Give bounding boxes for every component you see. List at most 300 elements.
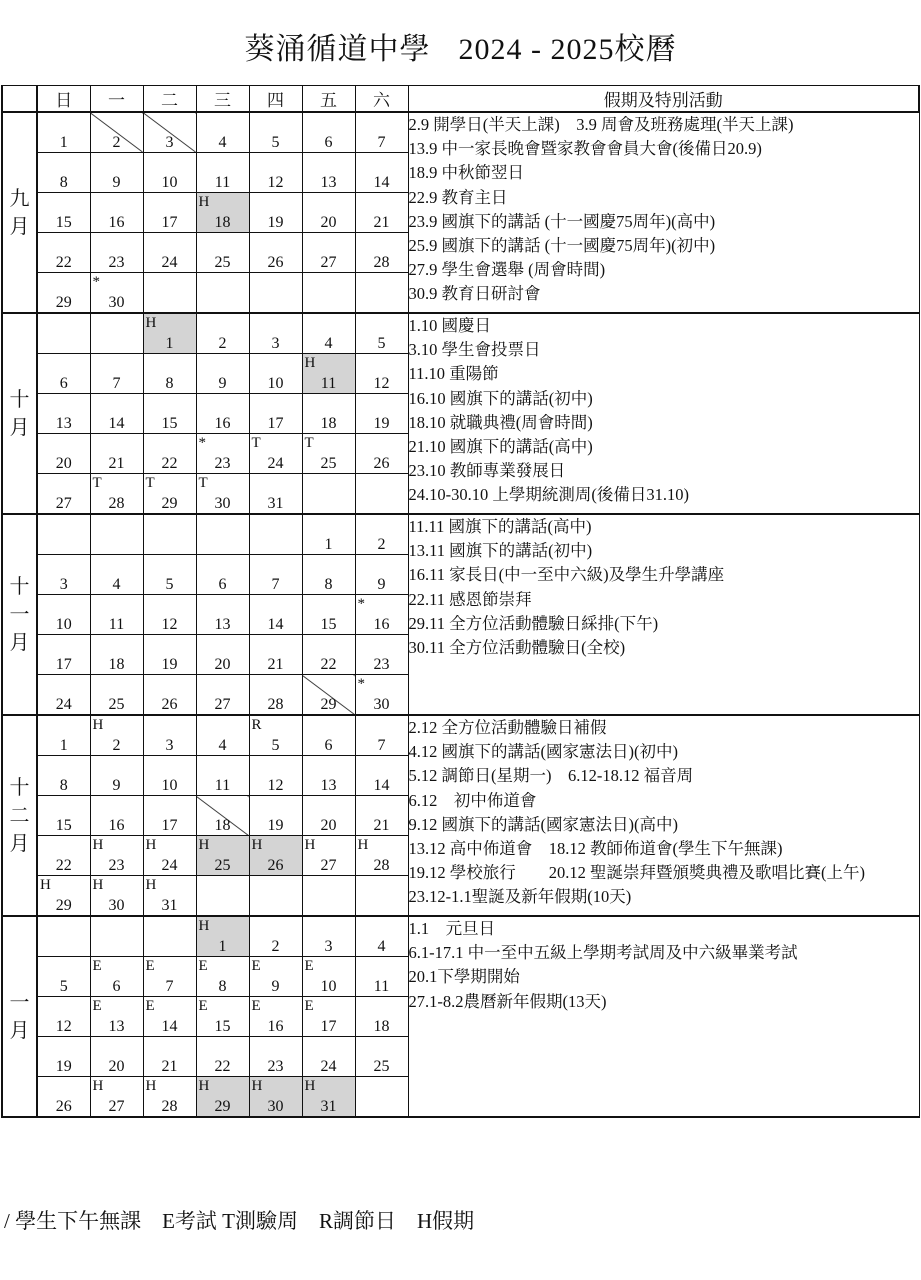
day-cell	[302, 313, 355, 354]
day-number: 18	[214, 214, 231, 231]
day-marker: H	[357, 837, 369, 853]
day-number: 20	[55, 455, 72, 472]
day-cell	[37, 1077, 90, 1118]
day-number: 10	[320, 978, 337, 995]
event-item: 27.9 學生會選舉 (周會時間)	[408, 260, 606, 280]
day-marker: H	[304, 837, 316, 853]
day-number: 1	[59, 737, 68, 754]
day-cell	[355, 354, 408, 394]
day-cell	[37, 233, 90, 273]
event-item: 11.10 重陽節	[408, 364, 499, 384]
day-cell	[355, 394, 408, 434]
day-number: 9	[112, 777, 121, 794]
day-marker: E	[145, 958, 155, 974]
day-number: 8	[59, 174, 68, 191]
empty-day-cell	[196, 273, 249, 314]
day-cell	[143, 313, 196, 354]
event-item: 3.10 學生會投票日	[408, 340, 541, 360]
day-marker: H	[40, 877, 51, 893]
week-row	[2, 313, 919, 354]
day-cell	[37, 836, 90, 876]
day-number: 20	[214, 656, 231, 673]
day-cell	[143, 153, 196, 193]
day-cell	[37, 1037, 90, 1077]
day-number: 22	[214, 1058, 231, 1075]
day-number: 31	[267, 495, 284, 512]
day-cell	[355, 675, 408, 716]
day-number: 24	[161, 254, 178, 271]
day-number: 2	[112, 134, 121, 151]
day-number: 10	[55, 616, 72, 633]
day-cell	[90, 193, 143, 233]
day-number: 1	[218, 938, 227, 955]
day-cell	[90, 1037, 143, 1077]
day-number: 11	[214, 777, 231, 794]
day-number: 21	[373, 214, 390, 231]
day-number: 26	[267, 857, 284, 874]
day-number: 14	[161, 1018, 178, 1035]
day-cell	[302, 112, 355, 153]
day-number: 15	[214, 1018, 231, 1035]
empty-day-cell	[355, 1077, 408, 1118]
day-cell	[196, 153, 249, 193]
day-cell	[196, 112, 249, 153]
day-cell	[90, 434, 143, 474]
day-cell	[355, 112, 408, 153]
day-number: 7	[377, 134, 386, 151]
day-number: 8	[165, 375, 174, 392]
day-number: 30	[214, 495, 231, 512]
month-name: 九 月	[9, 187, 30, 238]
day-number: 10	[161, 174, 178, 191]
event-item: 13.12 高中佈道會 18.12 教師佈道會(學生下午無課)	[408, 839, 783, 859]
day-marker: *	[92, 274, 100, 290]
day-cell	[90, 354, 143, 394]
day-marker: H	[304, 355, 316, 371]
empty-day-cell	[249, 514, 302, 555]
month-label	[2, 313, 37, 514]
day-cell	[302, 1037, 355, 1077]
empty-day-cell	[302, 273, 355, 314]
day-number: 4	[218, 737, 227, 754]
day-marker: E	[145, 998, 155, 1014]
day-number: 6	[324, 737, 333, 754]
day-number: 3	[324, 938, 333, 955]
day-cell	[249, 796, 302, 836]
day-cell	[355, 635, 408, 675]
day-marker: E	[304, 998, 314, 1014]
day-number: 6	[324, 134, 333, 151]
day-cell	[249, 474, 302, 515]
day-cell	[37, 796, 90, 836]
event-item: 16.11 家長日(中一至中六級)及學生升學講座	[408, 565, 725, 585]
day-number: 11	[214, 174, 231, 191]
day-cell	[90, 756, 143, 796]
day-number: 25	[108, 696, 125, 713]
day-number: 20	[320, 817, 337, 834]
day-number: 25	[373, 1058, 390, 1075]
day-cell	[90, 555, 143, 595]
day-cell	[302, 1077, 355, 1118]
day-number: 5	[271, 134, 280, 151]
day-number: 21	[373, 817, 390, 834]
day-cell	[143, 354, 196, 394]
day-number: 15	[55, 214, 72, 231]
day-cell	[302, 354, 355, 394]
day-cell	[143, 756, 196, 796]
day-marker: *	[357, 676, 365, 692]
event-item: 25.9 國旗下的講話 (十一國慶75周年)(初中)	[408, 236, 716, 256]
day-marker: T	[198, 475, 208, 491]
day-number: 26	[267, 254, 284, 271]
day-number: 11	[108, 616, 125, 633]
day-number: 4	[324, 335, 333, 352]
day-number: 12	[161, 616, 178, 633]
day-number: 25	[214, 254, 231, 271]
day-number: 12	[373, 375, 390, 392]
weekday-header: 日	[37, 86, 90, 113]
weekday-header: 三	[196, 86, 249, 113]
empty-day-cell	[90, 313, 143, 354]
day-cell	[37, 273, 90, 314]
month-name: 十 二 月	[9, 776, 30, 855]
day-number: 23	[373, 656, 390, 673]
empty-day-cell	[37, 916, 90, 957]
day-number: 5	[271, 737, 280, 754]
day-cell	[90, 675, 143, 716]
day-number: 24	[267, 455, 284, 472]
day-cell	[196, 715, 249, 756]
week-row	[2, 916, 919, 957]
day-marker: E	[251, 998, 261, 1014]
day-number: 3	[271, 335, 280, 352]
day-marker: E	[198, 998, 208, 1014]
event-item: 18.10 就職典禮(周會時間)	[408, 412, 593, 432]
day-marker: T	[92, 475, 102, 491]
day-number: 28	[108, 495, 125, 512]
day-number: 6	[59, 375, 68, 392]
day-marker: T	[145, 475, 155, 491]
day-cell	[37, 153, 90, 193]
day-cell	[196, 916, 249, 957]
day-number: 29	[161, 495, 178, 512]
day-cell	[196, 555, 249, 595]
empty-day-cell	[302, 474, 355, 515]
day-number: 17	[161, 214, 178, 231]
day-cell	[196, 474, 249, 515]
day-cell	[249, 1037, 302, 1077]
day-cell	[196, 675, 249, 716]
day-number: 18	[108, 656, 125, 673]
event-item: 24.10-30.10 上學期統測周(後備日31.10)	[408, 485, 689, 505]
event-item: 4.12 國旗下的講話(國家憲法日)(初中)	[408, 742, 678, 762]
day-number: 2	[112, 737, 121, 754]
day-number: 17	[267, 415, 284, 432]
event-item: 27.1-8.2農曆新年假期(13天)	[408, 991, 607, 1011]
day-number: 2	[377, 536, 386, 553]
day-cell	[143, 394, 196, 434]
event-item: 5.12 調節日(星期一) 6.12-18.12 福音周	[408, 766, 694, 786]
event-item: 29.11 全方位活動體驗日綵排(下午)	[408, 613, 659, 633]
day-number: 4	[218, 134, 227, 151]
day-number: 23	[214, 455, 231, 472]
day-cell	[355, 595, 408, 635]
empty-day-cell	[37, 514, 90, 555]
day-number: 9	[112, 174, 121, 191]
empty-day-cell	[302, 876, 355, 917]
day-number: 2	[218, 335, 227, 352]
day-cell	[143, 1037, 196, 1077]
day-cell	[249, 595, 302, 635]
day-cell	[37, 112, 90, 153]
day-marker: H	[145, 837, 157, 853]
day-number: 26	[373, 455, 390, 472]
day-number: 13	[55, 415, 72, 432]
day-number: 21	[267, 656, 284, 673]
day-cell	[143, 112, 196, 153]
day-cell	[90, 273, 143, 314]
day-number: 19	[267, 817, 284, 834]
event-item: 18.9 中秋節翌日	[408, 163, 524, 183]
day-number: 24	[55, 696, 72, 713]
day-cell	[37, 876, 90, 917]
day-cell	[90, 997, 143, 1037]
day-cell	[37, 193, 90, 233]
day-cell	[37, 756, 90, 796]
day-number: 3	[165, 134, 174, 151]
day-number: 12	[267, 777, 284, 794]
day-cell	[355, 153, 408, 193]
calendar-title	[0, 24, 921, 68]
day-number: 22	[320, 656, 337, 673]
day-cell	[302, 394, 355, 434]
day-cell	[90, 876, 143, 917]
day-number: 30	[267, 1098, 284, 1115]
day-number: 3	[165, 737, 174, 754]
day-number: 20	[108, 1058, 125, 1075]
day-cell	[37, 997, 90, 1037]
day-cell	[249, 715, 302, 756]
empty-day-cell	[90, 514, 143, 555]
day-cell	[302, 957, 355, 997]
day-cell	[196, 595, 249, 635]
day-number: 8	[59, 777, 68, 794]
event-item: 13.11 國旗下的講話(初中)	[408, 541, 593, 561]
day-marker: E	[92, 958, 102, 974]
week-row	[2, 112, 919, 153]
day-number: 22	[161, 455, 178, 472]
day-marker: E	[92, 998, 102, 1014]
day-number: 30	[108, 897, 125, 914]
day-number: 19	[267, 214, 284, 231]
day-number: 29	[214, 1098, 231, 1115]
day-cell	[90, 1077, 143, 1118]
day-number: 16	[214, 415, 231, 432]
day-marker: *	[198, 435, 206, 451]
day-number: 15	[55, 817, 72, 834]
day-cell	[302, 997, 355, 1037]
day-cell	[90, 635, 143, 675]
day-number: 18	[320, 415, 337, 432]
day-cell	[90, 474, 143, 515]
day-number: 29	[320, 696, 337, 713]
day-cell	[90, 394, 143, 434]
day-cell	[143, 434, 196, 474]
day-cell	[37, 394, 90, 434]
day-cell	[196, 1077, 249, 1118]
day-cell	[355, 836, 408, 876]
day-number: 11	[373, 978, 390, 995]
day-number: 24	[320, 1058, 337, 1075]
month-label	[2, 112, 37, 313]
day-number: 7	[165, 978, 174, 995]
empty-day-cell	[143, 916, 196, 957]
day-cell	[196, 313, 249, 354]
day-number: 24	[161, 857, 178, 874]
header-row	[2, 86, 919, 113]
day-number: 14	[108, 415, 125, 432]
day-number: 25	[214, 857, 231, 874]
event-item: 1.10 國慶日	[408, 316, 491, 335]
day-number: 2	[271, 938, 280, 955]
day-marker: H	[251, 837, 263, 853]
day-number: 12	[55, 1018, 72, 1035]
day-number: 22	[55, 254, 72, 271]
day-marker: H	[145, 315, 157, 331]
day-number: 27	[55, 495, 72, 512]
event-item: 22.11 感恩節崇拜	[408, 589, 532, 609]
day-number: 16	[267, 1018, 284, 1035]
day-cell	[302, 193, 355, 233]
day-cell	[249, 916, 302, 957]
day-number: 16	[373, 616, 390, 633]
day-cell	[249, 836, 302, 876]
day-cell	[90, 595, 143, 635]
day-cell	[249, 394, 302, 434]
day-cell	[302, 233, 355, 273]
empty-day-cell	[90, 916, 143, 957]
day-cell	[302, 514, 355, 555]
month-label	[2, 715, 37, 916]
day-marker: R	[251, 717, 262, 733]
day-cell	[355, 193, 408, 233]
day-marker: T	[251, 435, 261, 451]
day-number: 7	[112, 375, 121, 392]
day-marker: H	[251, 1078, 263, 1094]
day-cell	[143, 675, 196, 716]
day-number: 5	[59, 978, 68, 995]
event-item: 6.12 初中佈道會	[408, 790, 537, 810]
event-item: 20.1下學期開始	[408, 967, 520, 987]
day-cell	[37, 555, 90, 595]
day-number: 25	[320, 455, 337, 472]
day-cell	[249, 434, 302, 474]
day-number: 19	[373, 415, 390, 432]
day-cell	[249, 354, 302, 394]
day-cell	[302, 635, 355, 675]
day-cell	[249, 112, 302, 153]
day-cell	[355, 434, 408, 474]
day-number: 7	[377, 737, 386, 754]
month-events	[408, 514, 919, 715]
empty-day-cell	[143, 273, 196, 314]
day-cell	[37, 635, 90, 675]
school-name: 葵涌循道中學	[244, 33, 431, 66]
day-cell	[302, 756, 355, 796]
day-cell	[37, 354, 90, 394]
day-cell	[249, 193, 302, 233]
day-cell	[355, 1037, 408, 1077]
day-number: 6	[112, 978, 121, 995]
day-number: 4	[377, 938, 386, 955]
day-number: 9	[271, 978, 280, 995]
day-number: 13	[214, 616, 231, 633]
day-number: 15	[161, 415, 178, 432]
day-cell	[355, 756, 408, 796]
month-name: 十 月	[9, 388, 30, 439]
day-number: 28	[373, 254, 390, 271]
day-marker: H	[92, 877, 104, 893]
day-cell	[37, 715, 90, 756]
day-cell	[37, 474, 90, 515]
day-cell	[37, 675, 90, 716]
day-number: 1	[165, 335, 174, 352]
weekday-header: 一	[90, 86, 143, 113]
day-marker: H	[92, 837, 104, 853]
day-cell	[249, 313, 302, 354]
day-cell	[90, 153, 143, 193]
day-number: 13	[320, 174, 337, 191]
day-number: 6	[218, 576, 227, 593]
day-cell	[196, 957, 249, 997]
day-number: 30	[108, 294, 125, 311]
weekday-header: 六	[355, 86, 408, 113]
day-cell	[302, 836, 355, 876]
event-item: 23.10 教師專業發展日	[408, 461, 566, 481]
day-marker: H	[92, 717, 104, 733]
day-marker: H	[198, 837, 210, 853]
day-number: 20	[320, 214, 337, 231]
day-cell	[143, 876, 196, 917]
day-cell	[143, 595, 196, 635]
day-cell	[249, 233, 302, 273]
day-cell	[196, 635, 249, 675]
day-cell	[196, 1037, 249, 1077]
day-number: 4	[112, 576, 121, 593]
event-item: 23.9 國旗下的講話 (十一國慶75周年)(高中)	[408, 211, 716, 231]
day-number: 10	[267, 375, 284, 392]
day-cell	[196, 434, 249, 474]
day-cell	[355, 796, 408, 836]
day-number: 8	[324, 576, 333, 593]
day-cell	[249, 957, 302, 997]
event-item: 16.10 國旗下的講話(初中)	[408, 388, 593, 408]
day-cell	[196, 796, 249, 836]
day-number: 26	[55, 1098, 72, 1115]
day-number: 28	[267, 696, 284, 713]
week-row	[2, 514, 919, 555]
day-number: 28	[161, 1098, 178, 1115]
day-cell	[196, 193, 249, 233]
day-number: 16	[108, 214, 125, 231]
day-number: 15	[320, 616, 337, 633]
day-cell	[196, 354, 249, 394]
day-number: 23	[108, 857, 125, 874]
day-number: 29	[55, 897, 72, 914]
day-cell	[37, 434, 90, 474]
day-number: 22	[55, 857, 72, 874]
month-label	[2, 514, 37, 715]
